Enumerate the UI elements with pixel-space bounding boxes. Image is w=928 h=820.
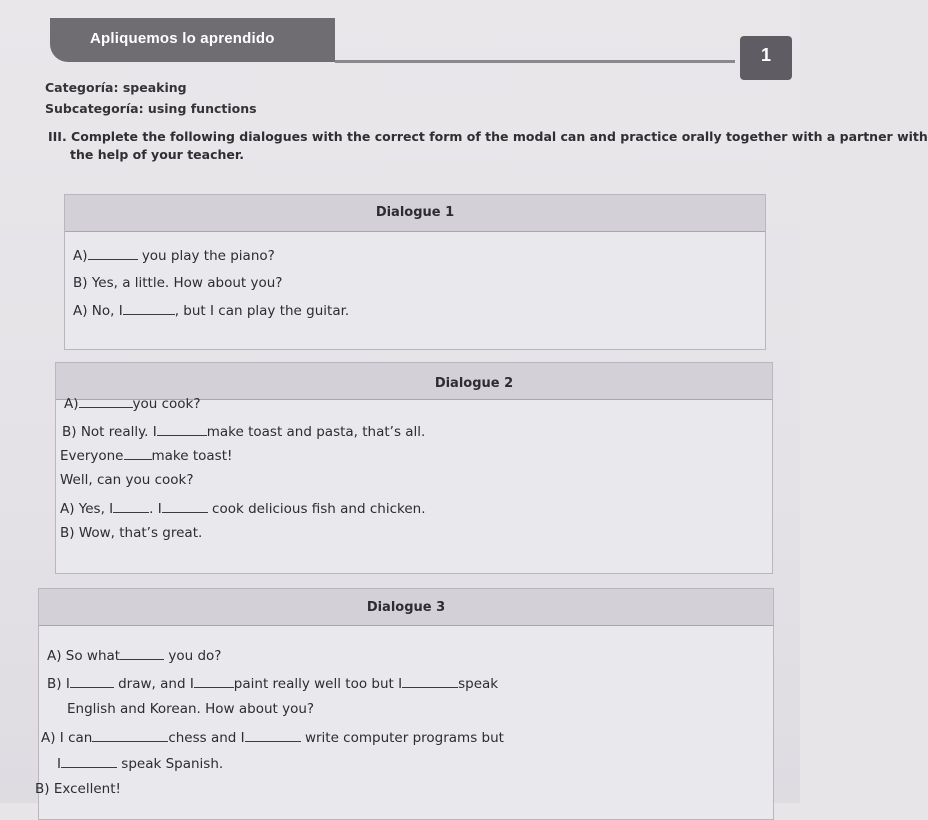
dialogue-2-title: Dialogue 2 — [434, 376, 514, 391]
dialogue-3-title: Dialogue 3 — [366, 600, 446, 615]
answer-blank[interactable] — [245, 729, 301, 742]
dialogue-2-box — [55, 362, 773, 574]
answer-blank[interactable] — [194, 675, 234, 688]
answer-blank[interactable] — [61, 755, 117, 768]
dialogue-3-line-2-a: B) I — [47, 676, 70, 692]
answer-blank[interactable] — [157, 423, 207, 436]
dialogue-1-line-1-end: you play the piano? — [141, 248, 275, 264]
answer-blank[interactable] — [79, 395, 133, 408]
dialogue-2-line-2 — [62, 423, 425, 440]
unit-number: 1 — [760, 45, 771, 65]
dialogue-3-line-5 — [57, 755, 223, 772]
answer-blank[interactable] — [123, 302, 175, 315]
dialogue-3-line-2-d: speak — [458, 676, 499, 692]
dialogue-3-line-5-a: I — [57, 756, 61, 772]
instructions-line-2: the help of your teacher. — [70, 147, 244, 162]
instructions-line-1: III. Complete the following dialogues with the correct form of the modal can and practice orally together with a partner with — [48, 129, 928, 144]
dialogue-3-line-1-start: A) So what — [47, 648, 121, 664]
dialogue-3-line-5-b: speak Spanish. — [121, 756, 224, 772]
dialogue-3-header — [39, 589, 773, 626]
answer-blank[interactable] — [124, 447, 152, 460]
dialogue-1-title: Dialogue 1 — [375, 205, 455, 220]
dialogue-2-line-5-end: cook delicious fish and chicken. — [212, 501, 426, 517]
dialogue-3-box — [35, 588, 774, 820]
dialogue-2-line-5 — [60, 500, 426, 517]
answer-blank[interactable] — [402, 675, 458, 688]
dialogue-1-box — [64, 194, 766, 350]
dialogue-2-line-2-start: B) Not really. I — [62, 424, 157, 440]
dialogue-3-line-4-c: write computer programs but — [304, 730, 504, 746]
dialogue-1-line-1 — [73, 247, 275, 264]
dialogue-2-line-5-mid: . I — [149, 501, 162, 517]
dialogue-2-line-5-start: A) Yes, I — [60, 501, 114, 517]
section-banner — [50, 18, 335, 62]
category-label: Categoría: speaking — [45, 80, 187, 95]
dialogue-2-line-3-end: make toast! — [151, 448, 233, 464]
dialogue-3-line-4-a: A) I can — [41, 730, 93, 746]
dialogue-2-line-2-end: make toast and pasta, that’s all. — [206, 424, 426, 440]
dialogue-3-line-2-b: draw, and I — [118, 676, 194, 692]
dialogue-2-line-3 — [60, 447, 232, 464]
subcategory-label: Subcategoría: using functions — [45, 101, 257, 116]
dialogue-2-line-1-end: you cook? — [132, 396, 201, 412]
dialogue-3-line-4-b: chess and I — [168, 730, 245, 746]
dialogue-3-line-2 — [47, 675, 498, 692]
dialogue-1-line-3-start: A) No, I — [73, 303, 123, 319]
dialogue-3-line-1-end: you do? — [168, 648, 222, 664]
dialogue-3-line-1 — [47, 647, 221, 664]
dialogue-3-line-3: English and Korean. How about you? — [67, 701, 315, 717]
answer-blank[interactable] — [162, 500, 208, 513]
answer-blank[interactable] — [113, 500, 149, 513]
dialogue-2-line-6: B) Wow, that’s great. — [60, 525, 203, 541]
dialogue-1-line-2: B) Yes, a little. How about you? — [73, 275, 283, 291]
answer-blank[interactable] — [88, 247, 138, 260]
dialogue-1-line-3 — [73, 302, 349, 319]
dialogue-1-line-1-start: A) — [73, 248, 88, 264]
dialogue-3-line-4 — [41, 729, 504, 746]
dialogue-2-line-3-start: Everyone — [60, 448, 124, 464]
dialogue-2-line-4: Well, can you cook? — [60, 472, 194, 488]
answer-blank[interactable] — [120, 647, 164, 660]
dialogue-2-line-1-start: A) — [64, 396, 79, 412]
answer-blank[interactable] — [70, 675, 114, 688]
header-rule — [335, 60, 735, 63]
instructions — [48, 128, 928, 164]
dialogue-2-line-1 — [64, 395, 201, 412]
unit-badge — [740, 36, 792, 80]
banner-title: Apliquemos lo aprendido — [90, 30, 275, 47]
dialogue-3-line-6: B) Excellent! — [35, 781, 121, 797]
dialogue-1-header — [65, 195, 765, 232]
dialogue-3-line-2-c: paint really well too but I — [233, 676, 403, 692]
answer-blank[interactable] — [92, 729, 168, 742]
dialogue-1-line-3-end: , but I can play the guitar. — [174, 303, 350, 319]
